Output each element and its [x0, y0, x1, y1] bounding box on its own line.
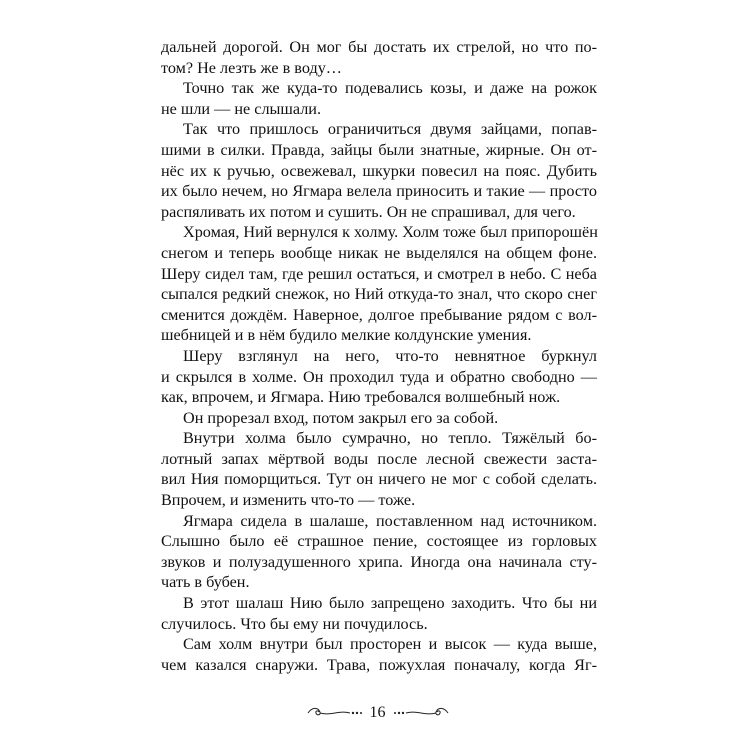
- text-line: как, впрочем, и Ягмара. Нию требовался волшебный нож.: [161, 388, 561, 407]
- text-line: их было нечем, но Ягмара велела приносить и такие — просто: [161, 182, 597, 201]
- page-footer: [0, 700, 755, 726]
- text-line: Точно так же куда-то подевались козы, и даже на рожок: [183, 79, 597, 98]
- text-line: Слышно было её страшное пение, состоящее из горловых: [161, 532, 597, 551]
- text-line: том? Не лезть же в воду…: [161, 58, 342, 77]
- text-line: сыпался редкий снежок, но Ний откуда-то знал, что скоро снег: [161, 285, 597, 304]
- right-ornament-icon: [394, 705, 450, 721]
- text-line: сменится дождём. Наверное, долгое пребывание рядом с вол-: [161, 305, 597, 324]
- text-line: Хромая, Ний вернулся к холму. Холм тоже был припорошён: [183, 223, 598, 242]
- text-line: чем казался снаружи. Трава, пожухлая поначалу, когда Яг-: [161, 655, 597, 674]
- text-line: снегом и теперь вообще никак не выделялся на общем фоне.: [161, 243, 597, 262]
- text-line: шебницей и в нём будило мелкие колдунские умения.: [161, 326, 532, 345]
- text-line: Так что пришлось ограничиться двумя зайцами, попав-: [183, 120, 597, 139]
- text-line: В этот шалаш Нию было запрещено заходить. Что бы ни: [183, 594, 597, 613]
- text-line: Внутри холма было сумрачно, но тепло. Тяжёлый бо-: [183, 429, 597, 448]
- text-line: Он прорезал вход, потом закрыл его за собой.: [183, 408, 499, 427]
- page-number: 16: [369, 704, 386, 721]
- text-line: не шли — не слышали.: [161, 99, 321, 118]
- text-line: Шеру сидел там, где решил остаться, и смотрел в небо. С неба: [161, 264, 597, 283]
- text-line: распяливать их потом и сушить. Он не спрашивал, для чего.: [161, 202, 576, 221]
- text-line: Впрочем, и изменить что-то — тоже.: [161, 491, 416, 510]
- text-line: дальней дорогой. Он мог бы достать их стрелой, но что по-: [161, 38, 597, 56]
- text-line: Ягмара сидела в шалаше, поставленном над источником.: [183, 511, 597, 530]
- text-line: Шеру взглянул на него, что-то невнятное буркнул: [183, 346, 597, 365]
- text-line: нёс их к ручью, освежевал, шкурки повесил на пояс. Дубить: [161, 161, 597, 180]
- text-line: лотный запах мёртвой воды после лесной свежести заста-: [161, 449, 597, 468]
- text-line: чать в бубен.: [161, 573, 250, 592]
- text-line: случилось. Что бы ему ни почудилось.: [161, 614, 428, 633]
- text-line: шими в силки. Правда, зайцы были знатные, жирные. Он от-: [161, 140, 597, 159]
- text-line: Сам холм внутри был просторен и высок — куда выше,: [183, 635, 597, 654]
- body-text: [161, 37, 597, 675]
- text-line: и скрылся в холме. Он проходил туда и обратно свободно —: [161, 367, 597, 386]
- left-ornament-icon: [306, 705, 362, 721]
- text-line: звуков и полузадушенного хрипа. Иногда она начинала сту-: [161, 552, 597, 571]
- text-line: вил Ния поморщиться. Тут он ничего не мог с собой сделать.: [161, 470, 597, 489]
